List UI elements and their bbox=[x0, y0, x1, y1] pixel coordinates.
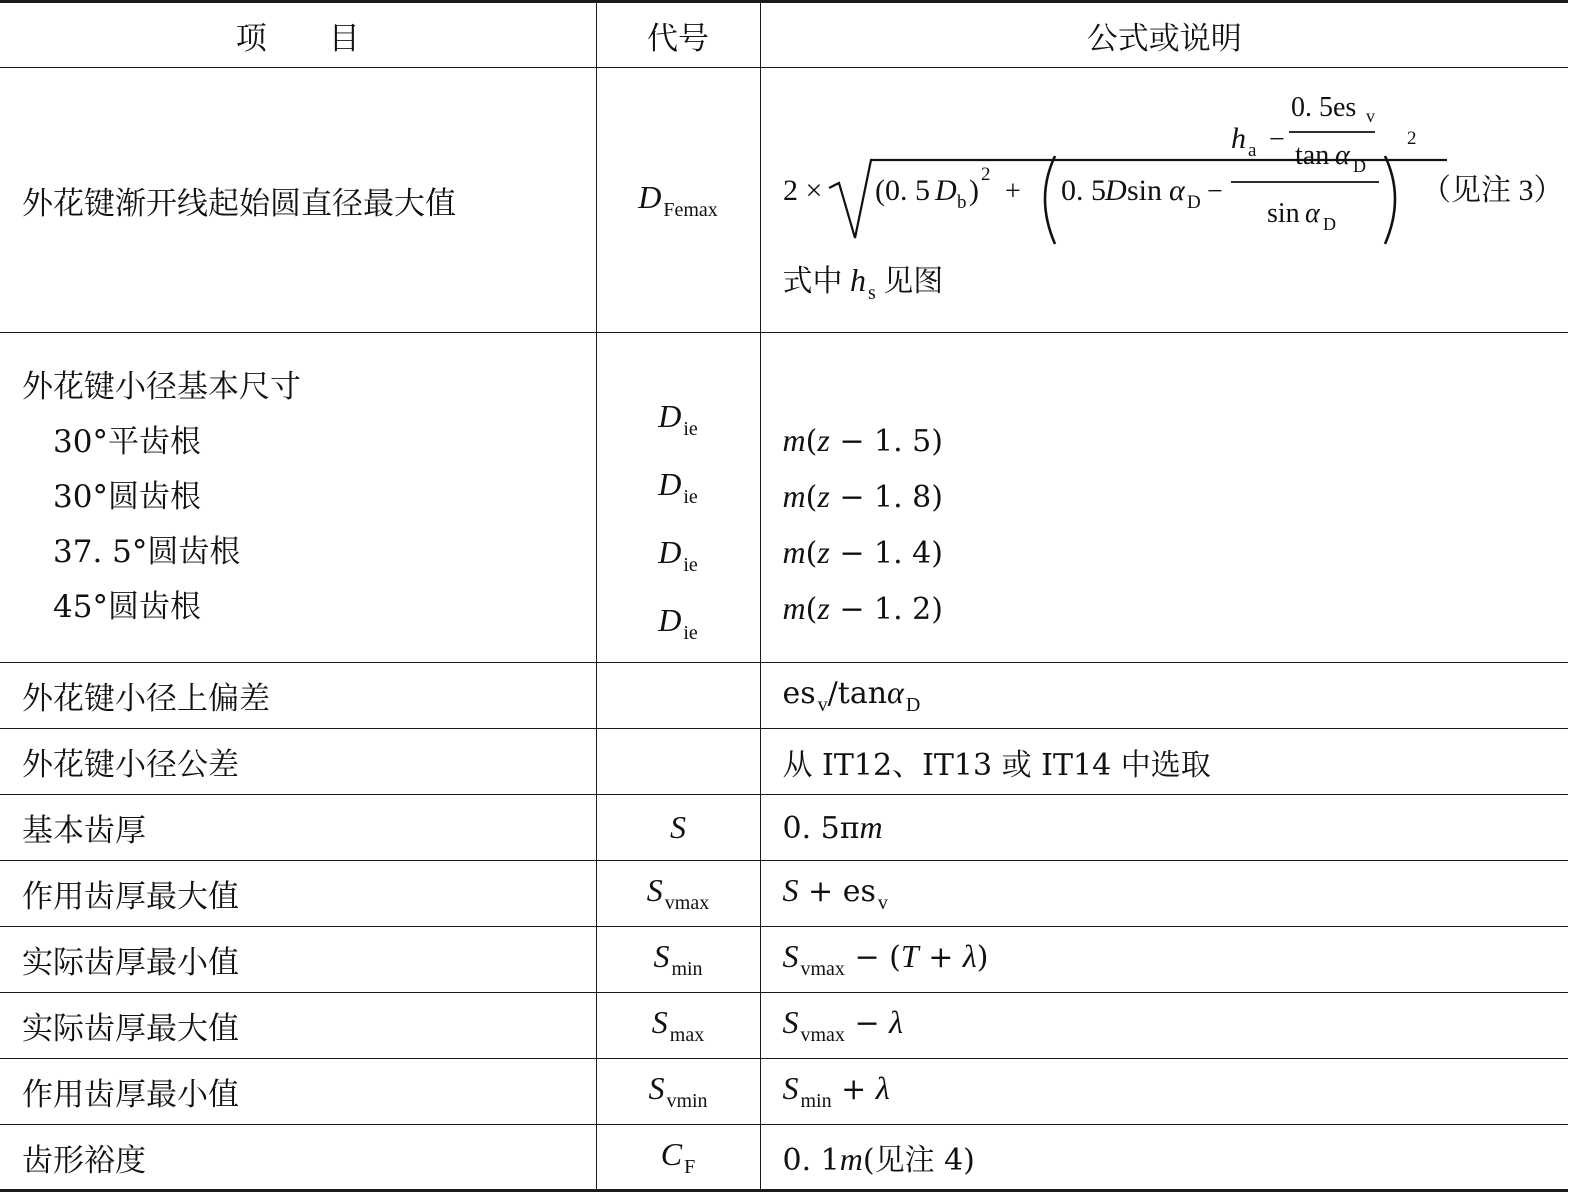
formula-svmax: S + es $_v$ bbox=[760, 861, 1568, 927]
f-ref: （见注 3） bbox=[1420, 174, 1563, 207]
table-row-cf bbox=[0, 1125, 1568, 1191]
code-smin: S $_{min}$ bbox=[596, 927, 760, 993]
big-paren-left bbox=[1045, 156, 1055, 244]
code-smax: S $_{max}$ bbox=[596, 993, 760, 1059]
die-code-0: D $_{ie}$ bbox=[658, 398, 698, 440]
f-two: 2 × bbox=[782, 174, 822, 207]
formula-tol: 从 IT12、IT13 或 IT14 中选取 bbox=[760, 729, 1568, 795]
formula-s: 0. 5πm bbox=[760, 795, 1568, 861]
code-cf: C $_F$ bbox=[596, 1125, 760, 1191]
item-upper-dev: 外花键小径上偏差 bbox=[0, 663, 596, 729]
f-tan-sub: D bbox=[1352, 156, 1366, 176]
die-item-1: 30°圆齿根 bbox=[53, 479, 201, 515]
die-code-3: D $_{ie}$ bbox=[658, 602, 698, 644]
f-sin-den: sin bbox=[1266, 198, 1300, 229]
f-db-sub: b bbox=[956, 192, 966, 213]
f-ha: h bbox=[1230, 122, 1246, 155]
header-row bbox=[0, 2, 1568, 68]
item-cf: 齿形裕度 bbox=[0, 1125, 596, 1191]
header-code: 代号 bbox=[596, 2, 760, 68]
table-row-s bbox=[0, 795, 1568, 861]
item-svmin: 作用齿厚最小值 bbox=[0, 1059, 596, 1125]
table-row-dfemax bbox=[0, 68, 1568, 333]
code-dfemax bbox=[596, 68, 760, 333]
die-item-2: 37. 5°圆齿根 bbox=[53, 534, 241, 570]
die-title: 外花键小径基本尺寸 bbox=[22, 369, 301, 405]
item-svmax: 作用齿厚最大值 bbox=[0, 861, 596, 927]
formula-smax: S $_{vmax}$ − λ bbox=[760, 993, 1568, 1059]
formula-upper-dev: es $_v$/tanα $_D$ bbox=[760, 663, 1568, 729]
item-die bbox=[0, 333, 596, 663]
dfemax-formula bbox=[782, 68, 1563, 304]
code-upper-dev bbox=[596, 663, 760, 729]
formula-svmin: S $_{min}$ + λ bbox=[760, 1059, 1568, 1125]
die-item-0: 30°平齿根 bbox=[53, 424, 201, 460]
formula-cf: 0. 1m(见注 4) bbox=[760, 1125, 1568, 1191]
header-item: 项 目 bbox=[0, 2, 596, 68]
note-suffix: 见图 bbox=[883, 265, 944, 298]
f-plus: + bbox=[1004, 176, 1021, 207]
f-sq: 2 bbox=[980, 164, 990, 185]
code-subscript: Femax bbox=[663, 198, 718, 221]
f-es-sub: v bbox=[1365, 106, 1375, 126]
table-row-smax bbox=[0, 993, 1568, 1059]
table-row-tol bbox=[0, 729, 1568, 795]
code-svmax: S $_{vmax}$ bbox=[596, 861, 760, 927]
code-svmin: S $_{vmin}$ bbox=[596, 1059, 760, 1125]
table-row-svmin bbox=[0, 1059, 1568, 1125]
f-inner-alpha-sub: D bbox=[1186, 192, 1201, 213]
item-smin: 实际齿厚最小值 bbox=[0, 927, 596, 993]
formula-die bbox=[760, 333, 1568, 663]
f-sin-alpha: α bbox=[1304, 198, 1320, 229]
f-inner-a: 0. 5 bbox=[1060, 174, 1106, 207]
code-s: S bbox=[596, 795, 760, 861]
die-formula-3: m(z − 1. 2) bbox=[782, 590, 943, 627]
code-symbol: D bbox=[638, 178, 662, 215]
f-db-open: (0. 5 bbox=[874, 174, 930, 207]
table-row-die bbox=[0, 333, 1568, 663]
item-tol: 外花键小径公差 bbox=[0, 729, 596, 795]
f-tan-den: tan bbox=[1294, 140, 1329, 171]
f-inner-alpha: α bbox=[1168, 174, 1185, 207]
item-dfemax: 外花键渐开线起始圆直径最大值 bbox=[0, 68, 596, 333]
f-outer-sq: 2 bbox=[1406, 128, 1416, 149]
f-db-sym: D bbox=[934, 174, 957, 207]
formula-smin: S $_{vmax}$ − (T + λ) bbox=[760, 927, 1568, 993]
table-row-upper-dev bbox=[0, 663, 1568, 729]
note-prefix: 式中 bbox=[782, 265, 843, 298]
item-s: 基本齿厚 bbox=[0, 795, 596, 861]
table-row-svmax bbox=[0, 861, 1568, 927]
table-row-smin bbox=[0, 927, 1568, 993]
formula-dfemax bbox=[760, 68, 1568, 333]
f-minus: − bbox=[1206, 176, 1223, 207]
big-paren-right bbox=[1385, 156, 1395, 244]
f-db-close: ) bbox=[968, 174, 979, 207]
die-code-1: D $_{ie}$ bbox=[658, 466, 698, 508]
f-inner-d: D bbox=[1104, 174, 1127, 207]
item-smax: 实际齿厚最大值 bbox=[0, 993, 596, 1059]
f-minus2: − bbox=[1268, 124, 1285, 155]
f-ha-sub: a bbox=[1247, 140, 1256, 161]
die-formula-1: m(z − 1. 8) bbox=[782, 478, 943, 515]
header-formula: 公式或说明 bbox=[760, 2, 1568, 68]
die-item-3: 45°圆齿根 bbox=[53, 589, 201, 625]
die-formula-2: m(z − 1. 4) bbox=[782, 534, 943, 571]
f-tan-alpha: α bbox=[1334, 140, 1350, 171]
note-sub: s bbox=[868, 282, 876, 304]
code-die bbox=[596, 333, 760, 663]
dfemax-note bbox=[783, 256, 944, 305]
note-sym: h bbox=[850, 262, 866, 298]
die-formula-0: m(z − 1. 5) bbox=[782, 422, 943, 459]
f-sin-sub: D bbox=[1322, 214, 1336, 234]
die-code-2: D $_{ie}$ bbox=[658, 534, 698, 576]
f-es-num: 0. 5es bbox=[1290, 92, 1356, 123]
f-inner-sin: sin bbox=[1126, 174, 1162, 207]
code-tol bbox=[596, 729, 760, 795]
